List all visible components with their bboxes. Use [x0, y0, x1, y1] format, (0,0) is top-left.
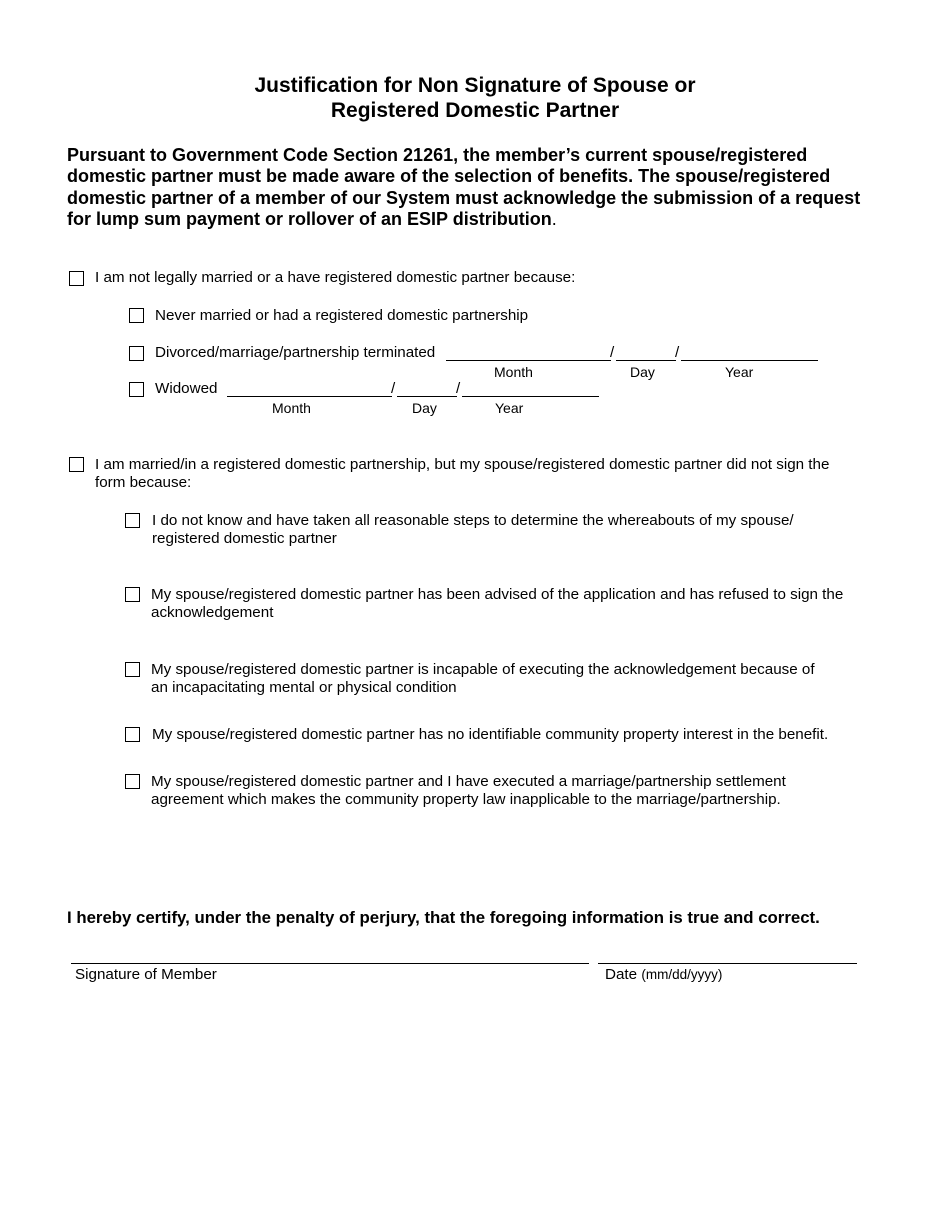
refused-to-sign-label: My spouse/registered domestic partner has been advised of the application and has refused to sign the acknowledgement	[151, 586, 844, 621]
divorced-label: Divorced/marriage/partnership terminated	[155, 344, 436, 361]
widowed-month-caption: Month	[272, 400, 311, 416]
date-format-hint: (mm/dd/yyyy)	[641, 967, 723, 982]
widowed-day-caption: Day	[412, 400, 437, 416]
no-property-interest-label: My spouse/registered domestic partner has no identifiable community property interest in the benefit.	[152, 726, 829, 743]
divorced-year-caption: Year	[725, 364, 754, 380]
widowed-label: Widowed	[155, 380, 218, 397]
widowed-year-field[interactable]	[462, 396, 599, 397]
intro-paragraph	[67, 145, 877, 230]
widowed-year-caption: Year	[495, 400, 524, 416]
form-title-line-2: Registered Domestic Partner	[330, 99, 620, 122]
never-married-checkbox[interactable]	[129, 308, 144, 323]
not-married-label: I am not legally married or a have registered domestic partner because:	[95, 269, 576, 286]
refused-to-sign-checkbox[interactable]	[125, 587, 140, 602]
incapacitated-checkbox[interactable]	[125, 662, 140, 677]
divorced-day-caption: Day	[630, 364, 655, 380]
member-signature-label: Signature of Member	[75, 966, 217, 983]
incapacitated-label: My spouse/registered domestic partner is incapable of executing the acknowledgement because of an incapacitating mental or physical condition	[151, 661, 815, 696]
whereabouts-unknown-label: I do not know and have taken all reasonable steps to determine the whereabouts of my spouse/ registered domestic partner	[152, 512, 794, 547]
widowed-slash-1: /	[391, 380, 396, 397]
divorced-slash-2: /	[675, 344, 680, 361]
signature-date-field[interactable]	[598, 963, 857, 964]
certification-statement: I hereby certify, under the penalty of perjury, that the foregoing information is true and correct.	[67, 908, 820, 927]
divorced-year-field[interactable]	[681, 360, 818, 361]
married-no-signature-checkbox[interactable]	[69, 457, 84, 472]
date-label-text: Date	[605, 966, 638, 983]
divorced-slash-1: /	[610, 344, 615, 361]
settlement-agreement-label: My spouse/registered domestic partner and I have executed a marriage/partnership settlement agreement which makes the community property law inapplicable to the marriage/partnership.	[151, 773, 786, 808]
whereabouts-unknown-checkbox[interactable]	[125, 513, 140, 528]
intro-text: Pursuant to Government Code Section 21261, the member’s current spouse/registered domestic partner must be made aware of the selection of benefits. The spouse/registered domestic partner of a member of our System must acknowledge the submission of a request for lump sum payment or rollover of an ESIP distribution	[67, 145, 861, 229]
never-married-label: Never married or had a registered domestic partnership	[155, 307, 529, 324]
married-no-signature-label: I am married/in a registered domestic partnership, but my spouse/registered domestic partner did not sign the form because:	[95, 456, 830, 491]
intro-period: .	[551, 208, 557, 229]
divorced-checkbox[interactable]	[129, 346, 144, 361]
settlement-agreement-checkbox[interactable]	[125, 774, 140, 789]
widowed-day-field[interactable]	[397, 396, 457, 397]
widowed-month-field[interactable]	[227, 396, 392, 397]
form-title-line-1: Justification for Non Signature of Spouse or	[254, 74, 696, 97]
divorced-month-field[interactable]	[446, 360, 611, 361]
signature-date-label	[605, 966, 722, 984]
widowed-slash-2: /	[456, 380, 461, 397]
no-property-interest-checkbox[interactable]	[125, 727, 140, 742]
not-married-checkbox[interactable]	[69, 271, 84, 286]
widowed-checkbox[interactable]	[129, 382, 144, 397]
member-signature-field[interactable]	[71, 963, 589, 964]
divorced-day-field[interactable]	[616, 360, 676, 361]
divorced-month-caption: Month	[494, 364, 533, 380]
